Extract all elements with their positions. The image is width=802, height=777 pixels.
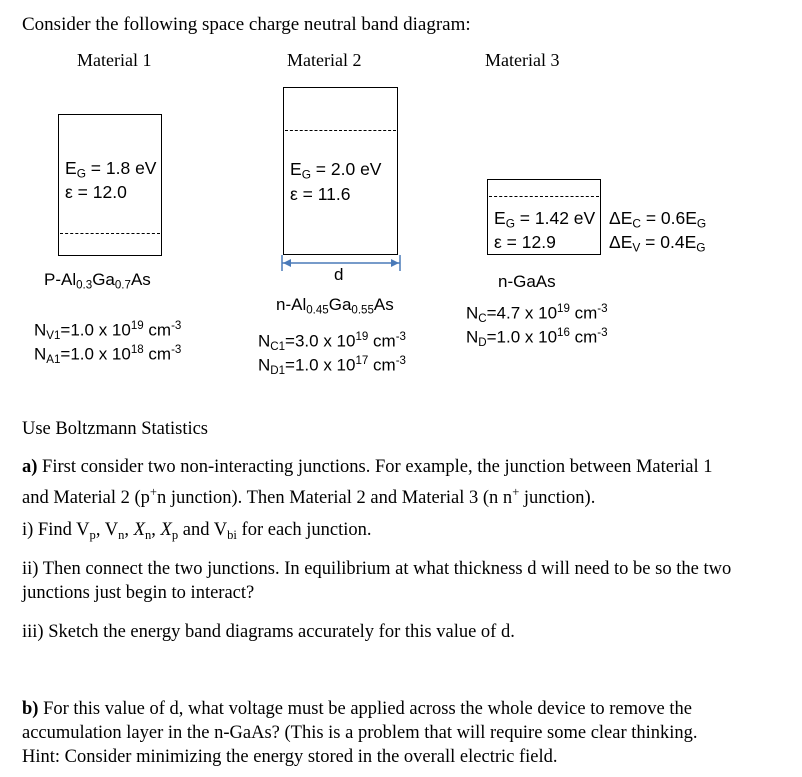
part-iii-question: iii) Sketch the energy band diagrams accurately for this value of d. [22,622,515,642]
material-3-conduction-level [489,196,599,197]
boltzmann-note: Use Boltzmann Statistics [22,419,209,439]
material-2-doping-nc: $N_{C1}=3.0$ x $10^{19}$ $cm^{-3}$ [258,331,406,353]
part-a-line-1: a) First consider two non-interacting junctions. For example, the junction between Material 1 [22,457,713,477]
width-d-label: d [334,265,344,284]
intro-text: Consider the following space charge neutral band diagram: [22,14,471,35]
part-i-question: i) Find $V_p$, $V_n$, $X_n$, $X_p$ and $V_{bi}$ for each junction. [22,520,372,542]
material-3-doping-nc: $N_C=4.7$ x $10^{19}$ $cm^{-3}$ [466,303,608,325]
material-1-title: Material 1 [77,50,152,70]
material-2-title: Material 2 [287,50,362,70]
material-1-composition: $P-Al_{0.3}Ga_{0.7}As$ [44,270,151,292]
part-b-line-3: Hint: Consider minimizing the energy stored in the overall electric field. [22,747,558,767]
material-1-bandgap: $E_G = 1.8$ eV [65,158,157,181]
material-3-title: Material 3 [485,50,560,70]
material-1-permittivity: ε = 12.0 [65,182,127,202]
valence-band-offset: $\Delta E_V = 0.4E_G$ [609,232,706,255]
conduction-band-offset: $\Delta E_C = 0.6E_G$ [609,208,707,231]
material-2-conduction-level [285,130,396,131]
material-2-permittivity: ε = 11.6 [290,184,351,204]
material-3-composition: n-GaAs [498,272,556,291]
material-2-bandgap: $E_G = 2.0$ eV [290,159,382,182]
material-3-permittivity: ε = 12.9 [494,232,556,252]
material-1-doping-na: $N_{A1}=1.0$ x $10^{18}$ $cm^{-3}$ [34,344,182,366]
material-3-bandgap: $E_G = 1.42$ eV [494,208,596,231]
part-b-line-1: b) For this value of d, what voltage must be applied across the whole device to remove the [22,699,692,719]
material-2-composition: $n-Al_{0.45}Ga_{0.55}As$ [276,295,394,317]
material-2-doping-nd: $N_{D1}=1.0$ x $10^{17}$ $cm^{-3}$ [258,355,406,377]
material-1-doping-nv: $N_{V1}=1.0$ x $10^{19}$ $cm^{-3}$ [34,320,182,342]
part-ii-line-1: ii) Then connect the two junctions. In equilibrium at what thickness d will need to be so the two [22,559,732,579]
material-1-valence-level [60,233,160,234]
part-ii-line-2: junctions just begin to interact? [22,583,255,603]
material-3-doping-nd: $N_D=1.0$ x $10^{16}$ $cm^{-3}$ [466,327,608,349]
part-a-line-2: and Material 2 (p+n junction). Then Material 2 and Material 3 (n n+ junction). [22,485,596,508]
part-b-line-2: accumulation layer in the n-GaAs? (This is a problem that will require some clear thinking. [22,723,698,743]
